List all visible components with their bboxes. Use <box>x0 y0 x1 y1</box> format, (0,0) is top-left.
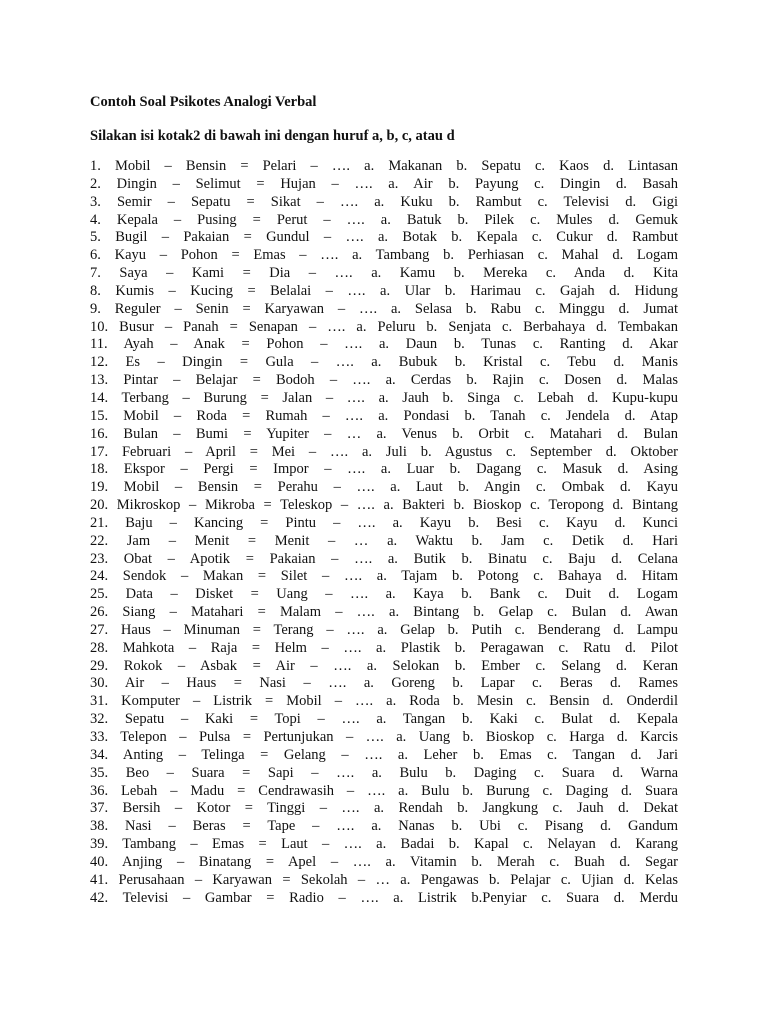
question-item: 14. Terbang – Burung = Jalan – …. a. Jauh b. Singa c. Lebah d. Kupu-kupu <box>90 389 678 406</box>
question-item: 41. Perusahaan – Karyawan = Sekolah – … a. Pengawas b. Pelajar c. Ujian d. Kelas <box>90 871 678 888</box>
question-item: 21. Baju – Kancing = Pintu – …. a. Kayu b. Besi c. Kayu d. Kunci <box>90 514 678 531</box>
question-item: 18. Ekspor – Pergi = Impor – …. a. Luar b. Dagang c. Masuk d. Asing <box>90 461 678 478</box>
question-item: 33. Telepon – Pulsa = Pertunjukan – …. a. Uang b. Bioskop c. Harga d. Karcis <box>90 729 678 745</box>
question-item: 38. Nasi – Beras = Tape – …. a. Nanas b. Ubi c. Pisang d. Gandum <box>90 818 678 835</box>
question-item: 27. Haus – Minuman = Terang – …. a. Gelap b. Putih c. Benderang d. Lampu <box>90 621 678 638</box>
question-item: 29. Rokok – Asbak = Air – …. a. Selokan b. Ember c. Selang d. Keran <box>90 657 678 674</box>
document-title: Contoh Soal Psikotes Analogi Verbal <box>90 94 317 110</box>
question-item: 24. Sendok – Makan = Silet – …. a. Tajam b. Potong c. Bahaya d. Hitam <box>90 568 678 585</box>
question-item: 4. Kepala – Pusing = Perut – …. a. Batuk b. Pilek c. Mules d. Gemuk <box>90 211 678 228</box>
question-item: 17. Februari – April = Mei – …. a. Juli b. Agustus c. September d. Oktober <box>90 443 678 460</box>
question-list <box>90 158 678 907</box>
question-item: 40. Anjing – Binatang = Apel – …. a. Vitamin b. Merah c. Buah d. Segar <box>90 853 678 870</box>
question-item: 35. Beo – Suara = Sapi – …. a. Bulu b. Daging c. Suara d. Warna <box>90 764 678 781</box>
question-item: 10. Busur – Panah = Senapan – …. a. Peluru b. Senjata c. Berbahaya d. Tembakan <box>90 318 678 335</box>
question-item: 7. Saya – Kami = Dia – …. a. Kamu b. Mereka c. Anda d. Kita <box>90 265 678 282</box>
question-item: 39. Tambang – Emas = Laut – …. a. Badai b. Kapal c. Nelayan d. Karang <box>90 836 678 853</box>
question-item: 19. Mobil – Bensin = Perahu – …. a. Laut b. Angin c. Ombak d. Kayu <box>90 479 678 496</box>
question-item: 23. Obat – Apotik = Pakaian – …. a. Butik b. Binatu c. Baju d. Celana <box>90 550 678 567</box>
question-item: 22. Jam – Menit = Menit – … a. Waktu b. Jam c. Detik d. Hari <box>90 532 678 549</box>
question-item: 25. Data – Disket = Uang – …. a. Kaya b. Bank c. Duit d. Logam <box>90 586 678 603</box>
question-item: 30. Air – Haus = Nasi – …. a. Goreng b. Lapar c. Beras d. Rames <box>90 675 678 692</box>
question-item: 9. Reguler – Senin = Karyawan – …. a. Selasa b. Rabu c. Minggu d. Jumat <box>90 300 678 317</box>
question-item: 34. Anting – Telinga = Gelang – …. a. Leher b. Emas c. Tangan d. Jari <box>90 746 678 763</box>
question-item: 42. Televisi – Gambar = Radio – …. a. Listrik b.Penyiar c. Suara d. Merdu <box>90 889 678 906</box>
question-item: 2. Dingin – Selimut = Hujan – …. a. Air b. Payung c. Dingin d. Basah <box>90 175 678 192</box>
question-item: 11. Ayah – Anak = Pohon – …. a. Daun b. Tunas c. Ranting d. Akar <box>90 336 678 353</box>
question-item: 13. Pintar – Belajar = Bodoh – …. a. Cerdas b. Rajin c. Dosen d. Malas <box>90 372 678 389</box>
question-item: 32. Sepatu – Kaki = Topi – …. a. Tangan b. Kaki c. Bulat d. Kepala <box>90 711 678 728</box>
question-item: 37. Bersih – Kotor = Tinggi – …. a. Rendah b. Jangkung c. Jauh d. Dekat <box>90 800 678 817</box>
question-item: 8. Kumis – Kucing = Belalai – …. a. Ular b. Harimau c. Gajah d. Hidung <box>90 282 678 299</box>
question-item: 36. Lebah – Madu = Cendrawasih – …. a. Bulu b. Burung c. Daging d. Suara <box>90 782 678 799</box>
question-item: 6. Kayu – Pohon = Emas – …. a. Tambang b. Perhiasan c. Mahal d. Logam <box>90 247 678 264</box>
question-item: 28. Mahkota – Raja = Helm – …. a. Plastik b. Peragawan c. Ratu d. Pilot <box>90 639 678 656</box>
document-instruction: Silakan isi kotak2 di bawah ini dengan huruf a, b, c, atau d <box>90 128 455 144</box>
document-page <box>90 92 678 907</box>
question-item: 1. Mobil – Bensin = Pelari – …. a. Makanan b. Sepatu c. Kaos d. Lintasan <box>90 158 678 174</box>
question-item: 5. Bugil – Pakaian = Gundul – …. a. Botak b. Kepala c. Cukur d. Rambut <box>90 229 678 246</box>
question-item: 15. Mobil – Roda = Rumah – …. a. Pondasi b. Tanah c. Jendela d. Atap <box>90 407 678 424</box>
question-item: 12. Es – Dingin = Gula – …. a. Bubuk b. Kristal c. Tebu d. Manis <box>90 354 678 371</box>
question-item: 31. Komputer – Listrik = Mobil – …. a. Roda b. Mesin c. Bensin d. Onderdil <box>90 693 678 710</box>
question-item: 20. Mikroskop – Mikroba = Teleskop – …. a. Bakteri b. Bioskop c. Teropong d. Bintang <box>90 497 678 514</box>
question-item: 3. Semir – Sepatu = Sikat – …. a. Kuku b. Rambut c. Televisi d. Gigi <box>90 193 678 210</box>
question-item: 16. Bulan – Bumi = Yupiter – … a. Venus b. Orbit c. Matahari d. Bulan <box>90 425 678 442</box>
question-item: 26. Siang – Matahari = Malam – …. a. Bintang b. Gelap c. Bulan d. Awan <box>90 604 678 621</box>
